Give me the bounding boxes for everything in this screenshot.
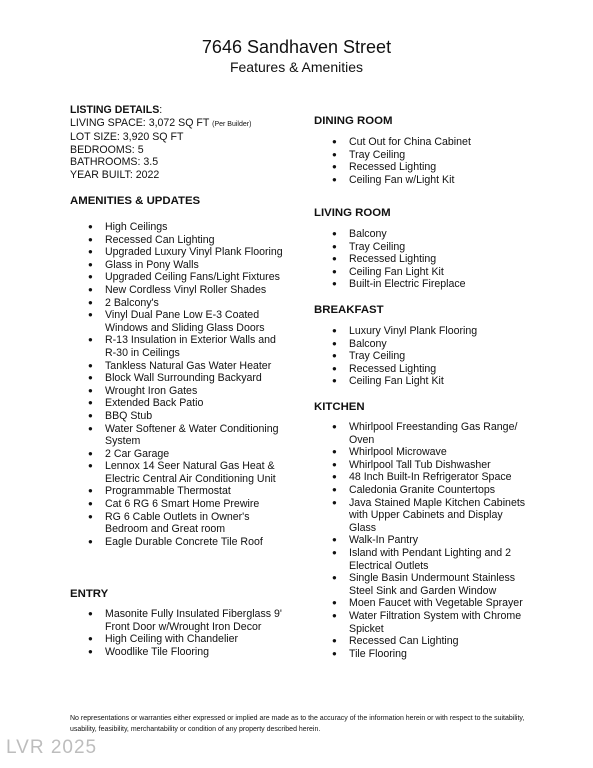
list-item: ● Woodlike Tile Flooring [88,646,288,659]
list-item: ● 2 Balcony's [88,297,288,310]
page-title: 7646 Sandhaven Street [201,37,392,57]
list-item: ● Tile Flooring [332,648,528,661]
list-item: ● Tray Ceiling [332,241,532,254]
bathrooms: BATHROOMS: 3.5 [70,156,159,169]
list-item: ● Tray Ceiling [332,350,532,363]
list-item: ● Block Wall Surrounding Backyard [88,372,288,385]
list-item: ● Cat 6 RG 6 Smart Home Prewire [88,498,288,511]
list-item: ● Extended Back Patio [88,397,288,410]
list-item: ● Programmable Thermostat [88,485,288,498]
dining-room-heading: DINING ROOM [314,115,393,127]
kitchen-list [332,421,528,660]
bedrooms: BEDROOMS: 5 [70,143,144,156]
list-item: ● Caledonia Granite Countertops [332,484,528,497]
amenities-list [88,221,288,548]
list-item: ● Water Filtration System with Chrome Spicket [332,610,528,635]
entry-heading: ENTRY [70,588,109,600]
list-item: ● Ceiling Fan w/Light Kit [332,174,532,187]
lot-size: LOT SIZE: 3,920 SQ FT [70,131,184,144]
list-item: ● Recessed Can Lighting [88,234,288,247]
living-space-note: (Per Builder) [212,120,252,128]
list-item: ● Upgraded Luxury Vinyl Plank Flooring [88,246,288,259]
list-item: ● BBQ Stub [88,410,288,423]
year-built: YEAR BUILT: 2022 [70,168,160,181]
list-item: ● 2 Car Garage [88,448,288,461]
kitchen-heading: KITCHEN [314,401,365,413]
list-item: ● Masonite Fully Insulated Fiberglass 9' Front Door w/Wrought Iron Decor [88,608,288,633]
list-item: ● Java Stained Maple Kitchen Cabinets with Upper Cabinets and Display Glass [332,497,528,535]
list-item: ● RG 6 Cable Outlets in Owner's Bedroom and Great room [88,511,288,536]
list-item: ● Ceiling Fan Light Kit [332,266,532,279]
list-item: ● Eagle Durable Concrete Tile Roof [88,536,288,549]
page-subtitle: Features & Amenities [229,59,364,75]
list-item: ● Recessed Lighting [332,363,532,376]
entry-list [88,608,288,658]
list-item: ● Vinyl Dual Pane Low E-3 Coated Windows and Sliding Glass Doors [88,309,288,334]
dining-room-list [332,136,532,186]
listing-details-heading: LISTING DETAILS: [70,104,163,116]
list-item: ● R-13 Insulation in Exterior Walls and R-30 in Ceilings [88,334,288,359]
list-item: ● Glass in Pony Walls [88,259,288,272]
list-item: ● New Cordless Vinyl Roller Shades [88,284,288,297]
list-item: ● Built-in Electric Fireplace [332,278,532,291]
living-space: LIVING SPACE: 3,072 SQ FT (Per Builder) [70,116,252,129]
list-item: ● 48 Inch Built-In Refrigerator Space [332,471,528,484]
breakfast-list [332,325,532,388]
list-item: ● Moen Faucet with Vegetable Sprayer [332,597,528,610]
breakfast-heading: BREAKFAST [314,304,384,316]
disclaimer: No representations or warranties either expressed or implied are made as to the accuracy of the information herein or with respect to the suitability, usability, feasibility, merchantability or condition of any property described herein. [70,715,525,733]
list-item: ● Recessed Lighting [332,161,532,174]
list-item: ● Walk-In Pantry [332,534,528,547]
list-item: ● Ceiling Fan Light Kit [332,375,532,388]
list-item: ● Water Softener & Water Conditioning System [88,423,288,448]
list-item: ● High Ceiling with Chandelier [88,633,288,646]
list-item: ● High Ceilings [88,221,288,234]
list-item: ● Whirlpool Freestanding Gas Range/ Oven [332,421,528,446]
watermark: LVR 2025 [6,737,98,758]
list-item: ● Recessed Can Lighting [332,635,528,648]
list-item: ● Balcony [332,228,532,241]
list-item: ● Tankless Natural Gas Water Heater [88,360,288,373]
list-item: ● Balcony [332,338,532,351]
amenities-heading: AMENITIES & UPDATES [70,195,201,207]
list-item: ● Cut Out for China Cabinet [332,136,532,149]
list-item: ● Tray Ceiling [332,149,532,162]
list-item: ● Wrought Iron Gates [88,385,288,398]
list-item: ● Lennox 14 Seer Natural Gas Heat & Electric Central Air Conditioning Unit [88,460,288,485]
list-item: ● Single Basin Undermount Stainless Steel Sink and Garden Window [332,572,528,597]
list-item: ● Upgraded Ceiling Fans/Light Fixtures [88,271,288,284]
living-room-list [332,228,532,291]
list-item: ● Whirlpool Microwave [332,446,528,459]
list-item: ● Luxury Vinyl Plank Flooring [332,325,532,338]
living-room-heading: LIVING ROOM [314,207,391,219]
list-item: ● Island with Pendant Lighting and 2 Electrical Outlets [332,547,528,572]
list-item: ● Recessed Lighting [332,253,532,266]
list-item: ● Whirlpool Tall Tub Dishwasher [332,459,528,472]
listing-details [70,104,251,182]
